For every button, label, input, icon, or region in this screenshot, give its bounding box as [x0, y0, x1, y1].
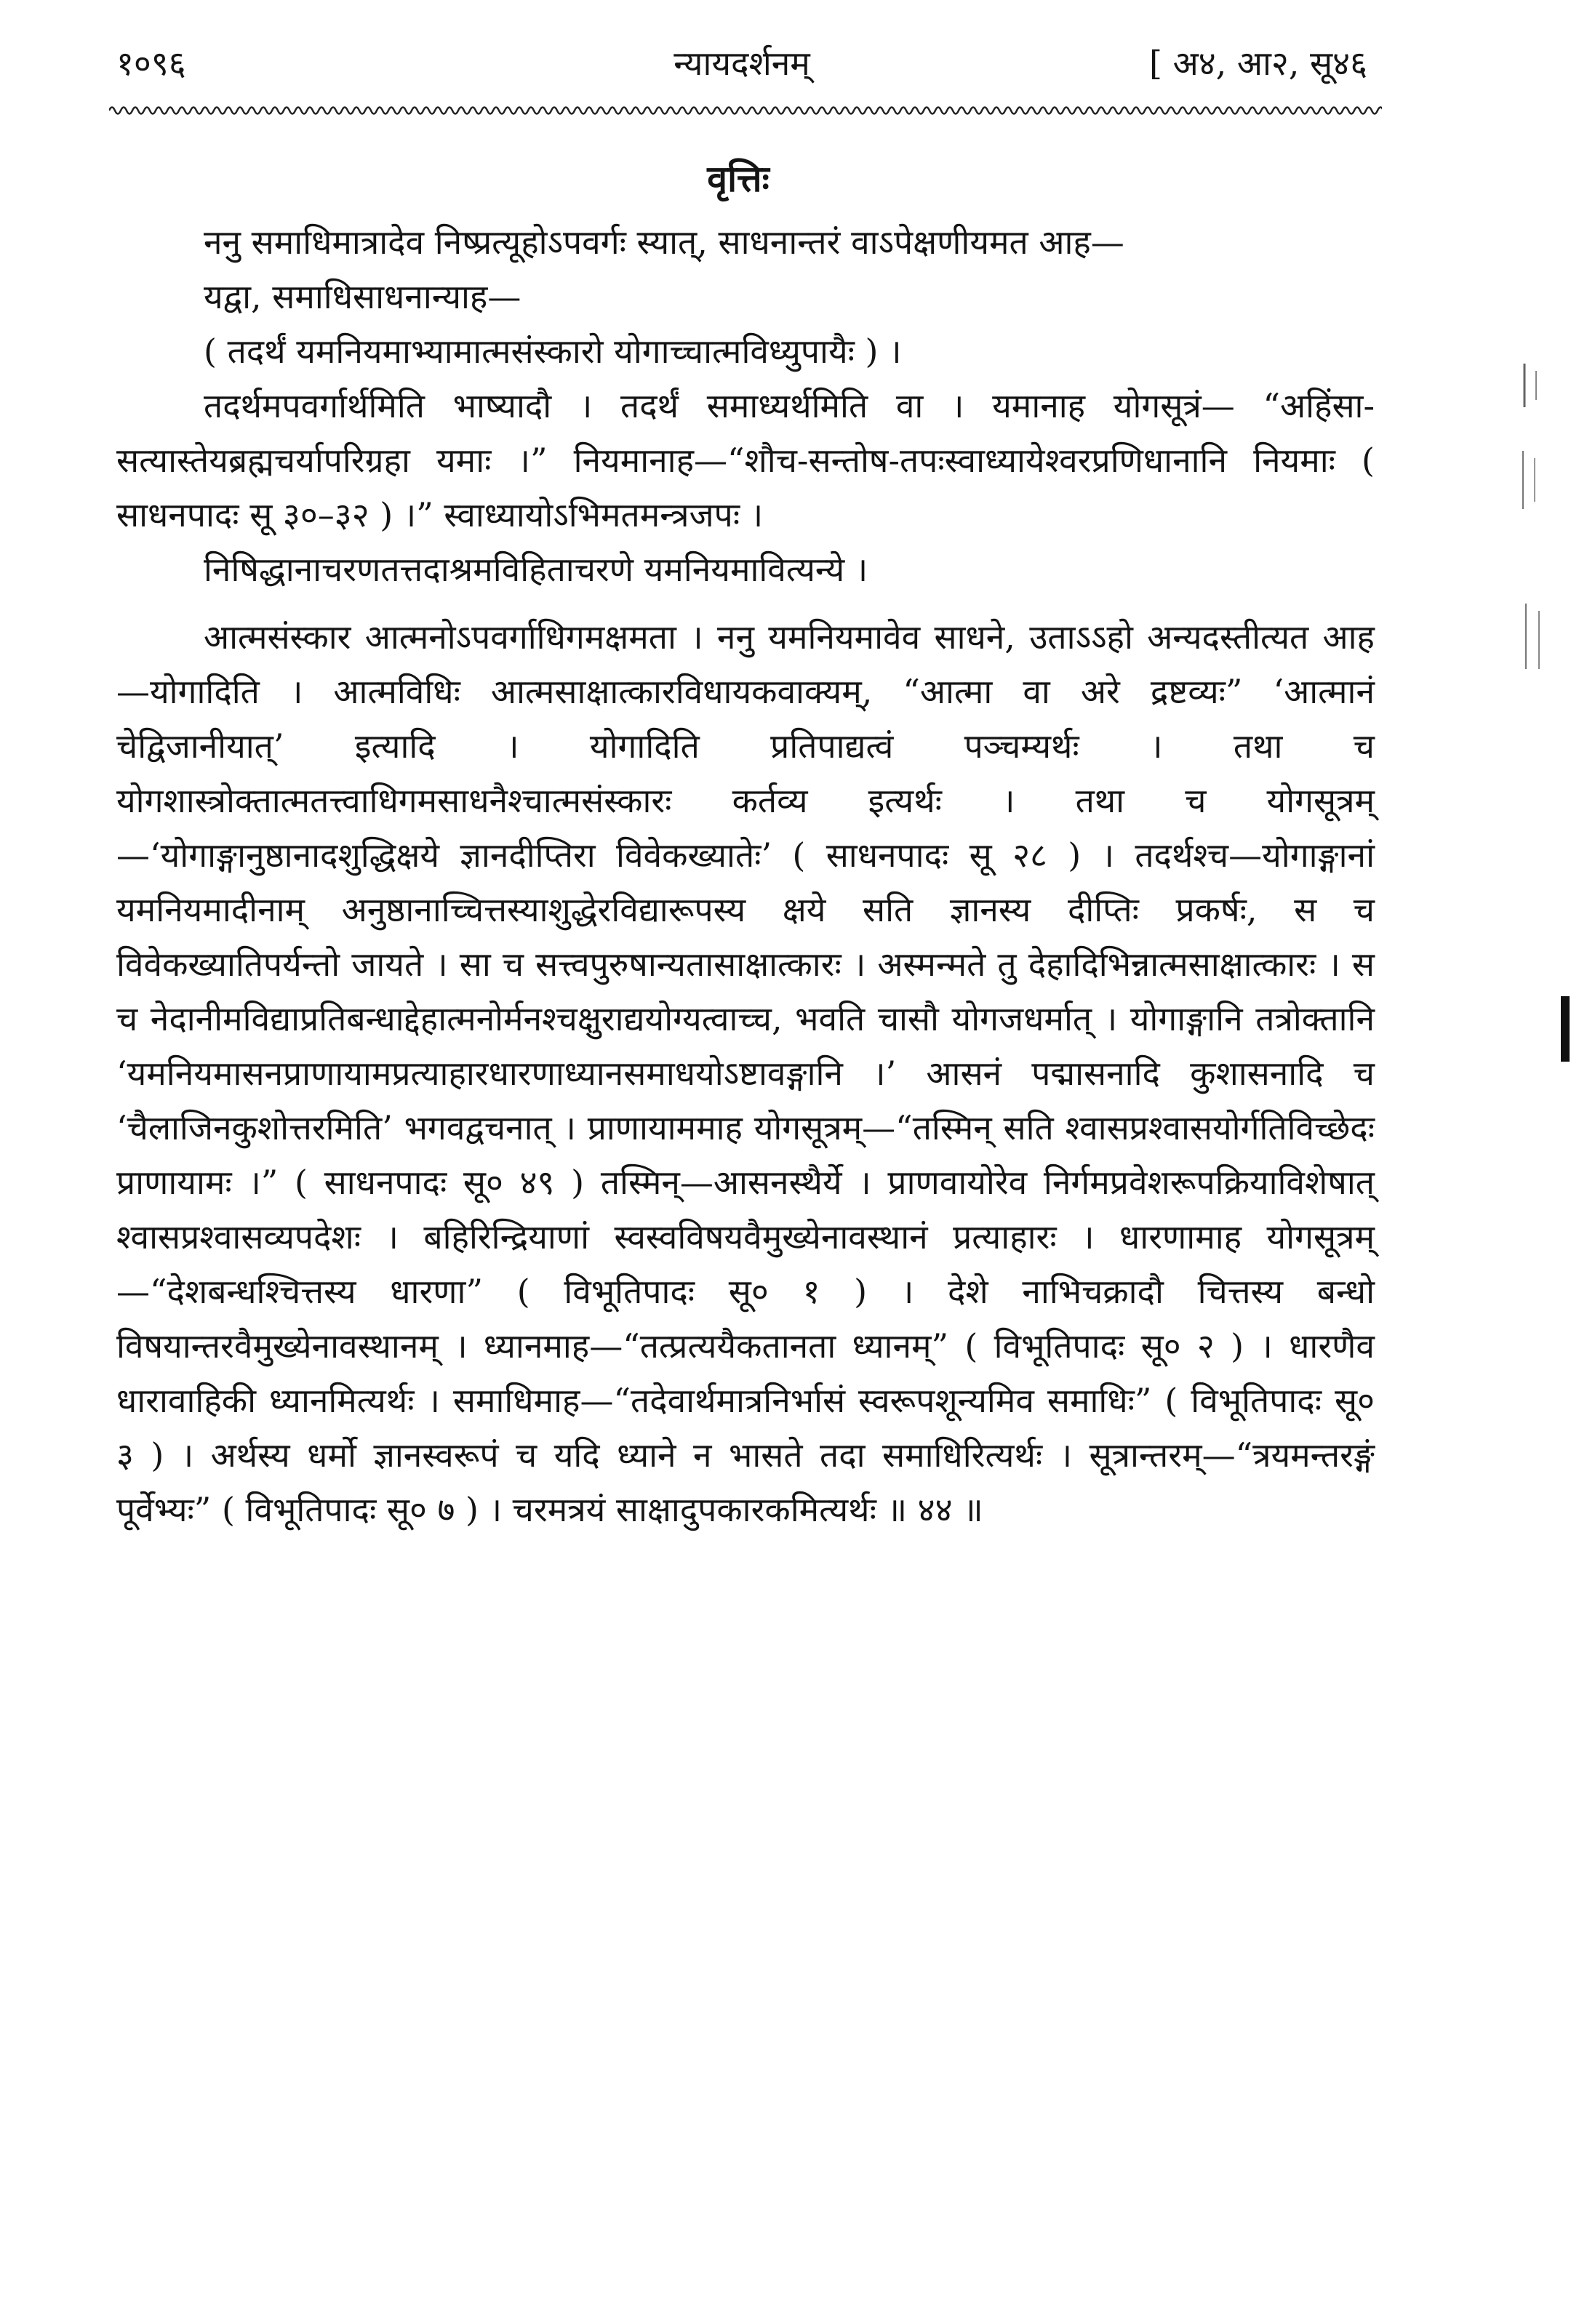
- running-header: [116, 40, 1367, 98]
- header-wavy-rule: [109, 102, 1382, 119]
- section-reference: [ अ४, आ२, सू४६: [1149, 44, 1367, 83]
- scan-edge-bar: [1561, 996, 1570, 1062]
- paragraph: निषिद्धानाचरणतत्तदाश्रमविहिताचरणे यमनियमावित्यन्ये ।: [204, 550, 868, 589]
- paragraph: तदर्थमपवर्गार्थमिति भाष्यादौ । तदर्थं समाध्यर्थमिति वा । यमानाह योगसूत्रं— “अहिंसा-सत्यास्तेयब्रह्मचर्यापरिग्रहा यमाः ।” नियमानाह—“शौच-सन्तोष-तपःस्वाध्यायेश्वरप्रणिधानानि नियमाः ( साधनपादः सू ३०–३२ ) ।” स्वाध्यायोऽभिमतमन्त्रजपः ।: [116, 386, 1375, 534]
- paragraph: आत्मसंस्कार आत्मनोऽपवर्गाधिगमक्षमता । ननु यमनियमावेव साधने, उताऽऽहो अन्यदस्तीत्यत आह—योगादिति । आत्मविधिः आत्मसाक्षात्कारविधायकवाक्यम्, “आत्मा वा अरे द्रष्टव्यः” ‘आत्मानं चेद्विजानीयात्’ इत्यादि । योगादिति प्रतिपाद्यत्वं पञ्चम्यर्थः । तथा च योगशास्त्रोक्तात्मतत्त्वाधिगमसाधनैश्चात्मसंस्कारः कर्तव्य इत्यर्थः । तथा च योगसूत्रम्—‘योगाङ्गानुष्ठानादशुद्धिक्षये ज्ञानदीप्तिरा विवेकख्यातेः’ ( साधनपादः सू २८ ) । तदर्थश्च—योगाङ्गानां यमनियमादीनाम् अनुष्ठानाच्चित्तस्याशुद्धेरविद्यारूपस्य क्षये सति ज्ञानस्य दीप्तिः प्रकर्षः, स च विवेकख्यातिपर्यन्तो जायते । सा च सत्त्वपुरुषान्यतासाक्षात्कारः । अस्मन्मते तु देहादिभिन्नात्मसाक्षात्कारः । स च नेदानीमविद्याप्रतिबन्धाद्देहात्मनोर्मनश्चक्षुराद्ययोग्यत्वाच्च, भवति चासौ योगजधर्मात् । योगाङ्गानि तत्रोक्तानि ‘यमनियमासनप्राणायामप्रत्याहारधारणाध्यानसमाधयोऽष्टावङ्गानि ।’ आसनं पद्मासनादि कुशासनादि च ‘चैलाजिनकुशोत्तरमिति’ भगवद्वचनात् । प्राणायाममाह योगसूत्रम्—“तस्मिन् सति श्वासप्रश्वासयोर्गतिविच्छेदः प्राणायामः ।” ( साधनपादः सू० ४९ ) तस्मिन्—आसनस्थैर्ये । प्राणवायोरेव निर्गमप्रवेशरूपक्रियाविशेषात् श्वासप्रश्वासव्यपदेशः । बहिरिन्द्रियाणां स्वस्वविषयवैमुख्येनावस्थानं प्रत्याहारः । धारणामाह योगसूत्रम्—“देशबन्धश्चित्तस्य धारणा” ( विभूतिपादः सू० १ ) । देशे नाभिचक्रादौ चित्तस्य बन्धो विषयान्तरवैमुख्येनावस्थानम् । ध्यानमाह—“तत्प्रत्ययैकतानता ध्यानम्” ( विभूतिपादः सू० २ ) । धारणैव धारावाहिकी ध्यानमित्यर्थः । समाधिमाह—“तदेवार्थमात्रनिर्भासं स्वरूपशून्यमिव समाधिः” ( विभूतिपादः सू० ३ ) । अर्थस्य धर्मो ज्ञानस्वरूपं च यदि ध्याने न भासते तदा समाधिरित्यर्थः । सूत्रान्तरम्—“त्रयमन्तरङ्गं पूर्वेभ्यः” ( विभूतिपादः सू० ७ ) । चरमत्रयं साक्षादुपकारकमित्यर्थः ॥ ४४ ॥: [116, 617, 1375, 1529]
- running-title: न्यायदर्शनम्: [673, 44, 810, 83]
- paragraph: यद्वा, समाधिसाधनान्याह—: [204, 277, 521, 316]
- commentary-heading: वृत्तिः: [707, 157, 769, 200]
- paragraph: ( तदर्थं यमनियमाभ्यामात्मसंस्कारो योगाच्चात्मविध्युपायैः ) ।: [204, 332, 902, 371]
- paragraph: ननु समाधिमात्रादेव निष्प्रत्यूहोऽपवर्गः स्यात्, साधनान्तरं वाऽपेक्षणीयमत आह—: [204, 223, 1124, 262]
- scan-edge-marks: [1517, 364, 1554, 1236]
- commentary-text: [116, 215, 1375, 1537]
- page-number: १०९६: [116, 44, 186, 83]
